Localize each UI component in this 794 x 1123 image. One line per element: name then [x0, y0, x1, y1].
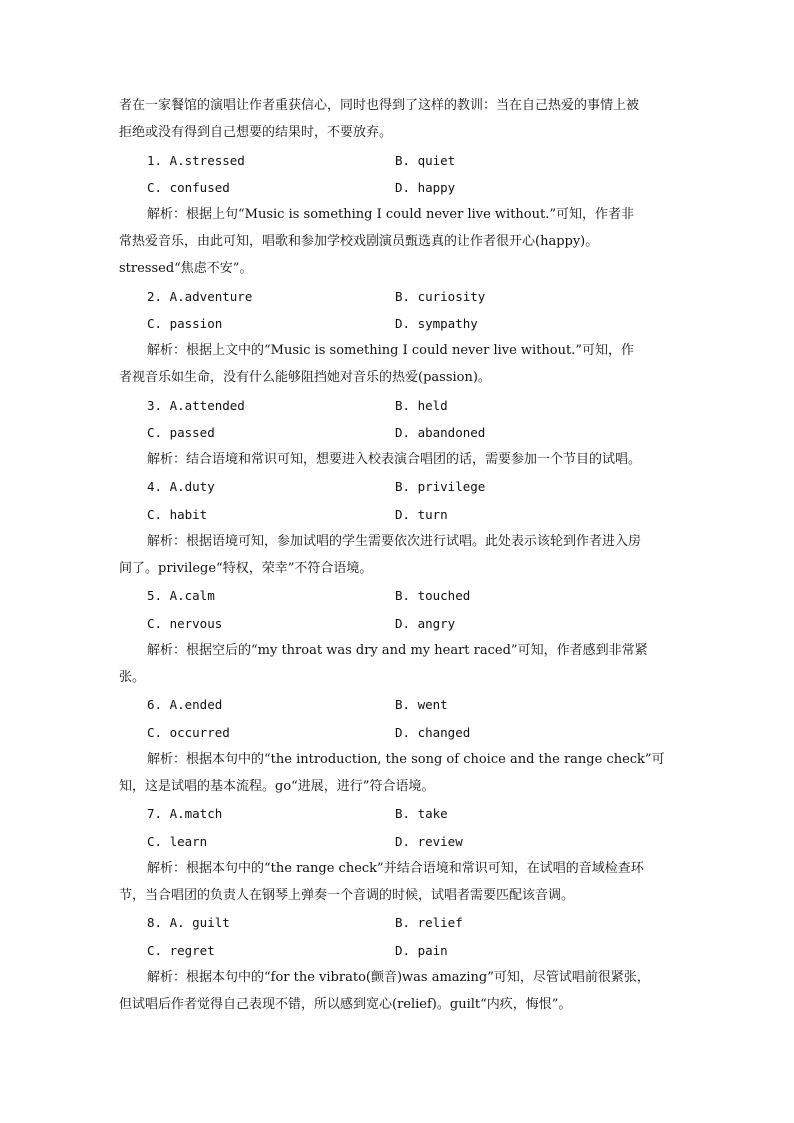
q3-explanation-1: 解析：结合语境和常识可知，想要进入校表演合唱团的话，需要参加一个节目的试唱。 — [147, 452, 642, 467]
q2-explanation-1: 解析：根据上文中的“Music is something I could never live without.”可知，作 — [147, 343, 635, 358]
q2-explanation-2: 者视音乐如生命，没有什么能够阻挡她对音乐的热爱(passion)。 — [119, 370, 491, 385]
q7-option-c: C. learn — [147, 834, 208, 849]
q4-explanation-1: 解析：根据语境可知，参加试唱的学生需要依次进行试唱。此处表示该轮到作者进入房 — [147, 534, 642, 549]
q1-option-a: 1. A.stressed — [147, 153, 245, 168]
q5-explanation-2: 张。 — [119, 670, 146, 685]
q4-option-a: 4. A.duty — [147, 479, 215, 494]
q5-explanation-1: 解析：根据空后的“my throat was dry and my heart raced”可知，作者感到非常紧 — [147, 643, 648, 658]
q4-option-d: D. turn — [395, 507, 448, 522]
q1-option-b: B. quiet — [395, 153, 456, 168]
q7-explanation-2: 节，当合唱团的负责人在钢琴上弹奏一个音调的时候，试唱者需要匹配该音调。 — [119, 888, 575, 903]
q5-option-a: 5. A.calm — [147, 588, 215, 603]
q7-option-a: 7. A.match — [147, 806, 223, 821]
q3-option-d: D. abandoned — [395, 425, 486, 440]
q6-option-c: C. occurred — [147, 725, 230, 740]
q8-option-c: C. regret — [147, 943, 215, 958]
q6-option-b: B. went — [395, 697, 448, 712]
q3-option-a: 3. A.attended — [147, 398, 245, 413]
q4-explanation-2: 间了。privilege“特权，荣幸”不符合语境。 — [119, 561, 373, 576]
q8-option-a: 8. A. guilt — [147, 915, 230, 930]
q4-option-b: B. privilege — [395, 479, 486, 494]
q7-explanation-1: 解析：根据本句中的“the range check”并结合语境和常识可知，在试唱的音域检查环 — [147, 861, 644, 876]
q1-option-d: D. happy — [395, 180, 456, 195]
q7-option-d: D. review — [395, 834, 463, 849]
q1-explanation-3: stressed“焦虑不安”。 — [119, 261, 253, 276]
q8-explanation-1: 解析：根据本句中的“for the vibrato(颤音)was amazing”可知，尽管试唱前很紧张， — [147, 970, 650, 985]
q4-option-c: C. habit — [147, 507, 208, 522]
q8-option-d: D. pain — [395, 943, 448, 958]
q1-explanation-2: 常热爱音乐，由此可知，唱歌和参加学校戏剧演员甄选真的让作者很开心(happy)。 — [119, 234, 599, 249]
q2-option-d: D. sympathy — [395, 316, 478, 331]
q5-option-d: D. angry — [395, 616, 456, 631]
q8-explanation-2: 但试唱后作者觉得自己表现不错，所以感到宽心(relief)。guilt“内疚，悔恨”。 — [119, 997, 572, 1012]
q3-option-c: C. passed — [147, 425, 215, 440]
intro-line-2: 拒绝或没有得到自己想要的结果时，不要放弃。 — [119, 125, 393, 140]
q8-option-b: B. relief — [395, 915, 463, 930]
q5-option-b: B. touched — [395, 588, 471, 603]
intro-line-1: 者在一家餐馆的演唱让作者重获信心，同时也得到了这样的教训：当在自己热爱的事情上被 — [119, 98, 640, 113]
q2-option-c: C. passion — [147, 316, 223, 331]
q3-option-b: B. held — [395, 398, 448, 413]
q6-explanation-1: 解析：根据本句中的“the introduction, the song of choice and the range check”可 — [147, 752, 665, 767]
q7-option-b: B. take — [395, 806, 448, 821]
q6-option-d: D. changed — [395, 725, 471, 740]
q2-option-b: B. curiosity — [395, 289, 486, 304]
q2-option-a: 2. A.adventure — [147, 289, 253, 304]
q6-option-a: 6. A.ended — [147, 697, 223, 712]
q1-explanation-1: 解析：根据上句“Music is something I could never live without.”可知，作者非 — [147, 207, 635, 222]
q5-option-c: C. nervous — [147, 616, 223, 631]
q6-explanation-2: 知，这是试唱的基本流程。go“进展，进行”符合语境。 — [119, 779, 435, 794]
q1-option-c: C. confused — [147, 180, 230, 195]
